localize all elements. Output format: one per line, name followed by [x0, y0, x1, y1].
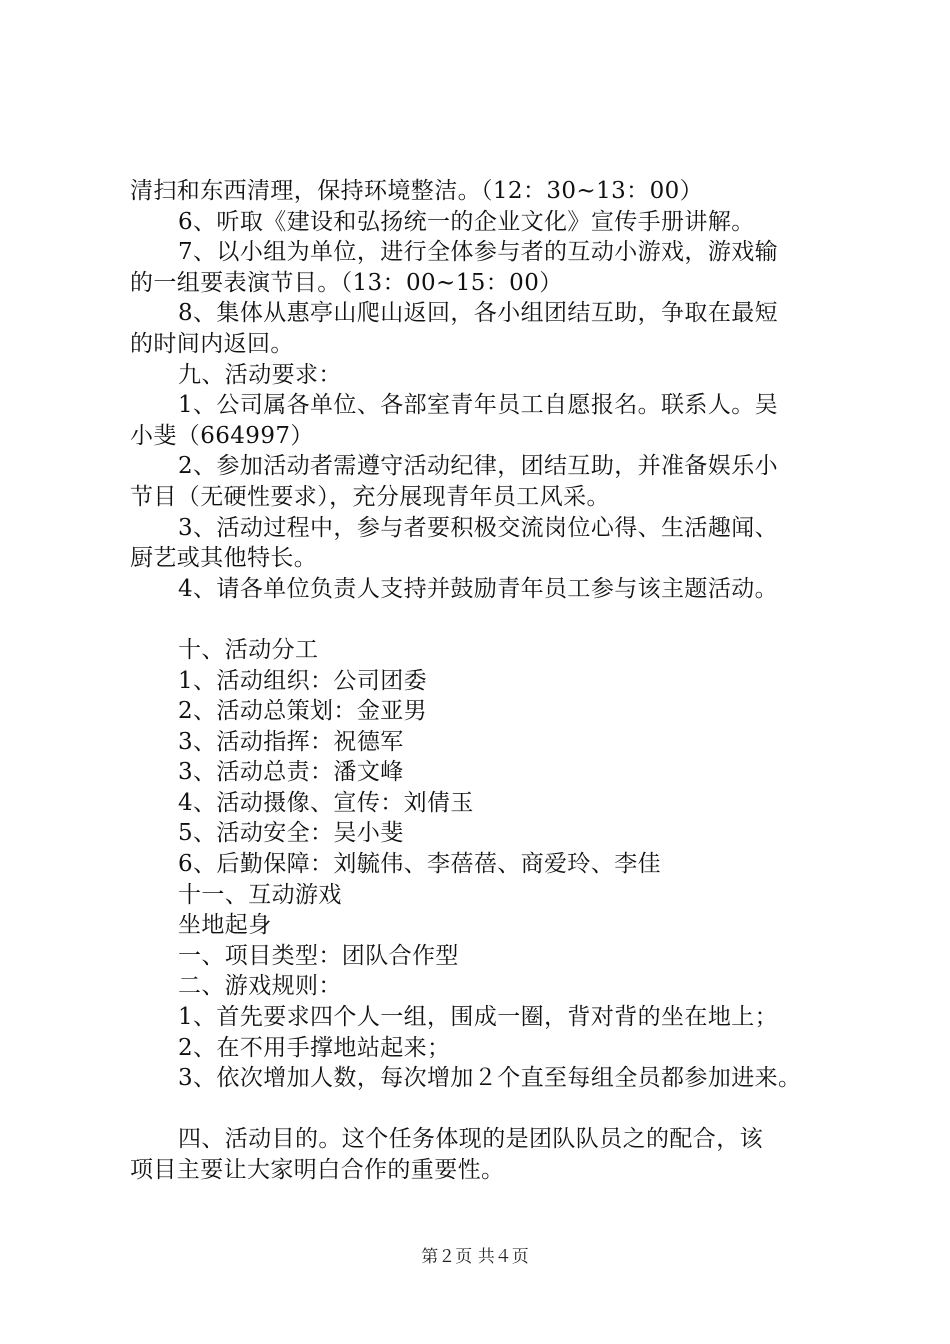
text-line: 4、请各单位负责人支持并鼓励青年员工参与该主题活动。: [178, 575, 779, 602]
text-line: 项目主要让大家明白合作的重要性。: [130, 1157, 505, 1183]
text-line: 3、依次增加人数，每次增加２个直至每组全员都参加进来。: [178, 1065, 802, 1092]
text-line: 二、游戏规则：: [178, 973, 342, 1000]
text-line: 一、项目类型：团队合作型: [178, 942, 459, 969]
text-line: 6、听取《建设和弘扬统一的企业文化》宣传手册讲解。: [178, 208, 755, 235]
text-line: 小斐（664997）: [130, 422, 314, 449]
text-line: 3、活动总责：潘文峰: [178, 759, 404, 786]
text-line: 8、集体从惠亭山爬山返回，各小组团结互助，争取在最短: [178, 300, 779, 327]
text-line: 四、活动目的。这个任务体现的是团队队员之的配合，该: [178, 1126, 763, 1153]
text-line: 2、活动总策划：金亚男: [178, 698, 428, 725]
text-line: 厨艺或其他特长。: [130, 545, 318, 572]
text-line: 5、活动安全：吴小斐: [178, 820, 404, 847]
section-heading: 十一、互动游戏: [178, 881, 342, 908]
blank-line: [130, 604, 850, 635]
text-line: 坐地起身: [178, 912, 272, 939]
text-line: 清扫和东西清理，保持环境整洁。（12：30~13：00）: [130, 178, 704, 204]
section-heading: 九、活动要求：: [178, 361, 342, 388]
text-line: 3、活动指挥：祝德军: [178, 728, 404, 755]
section-heading: 十、活动分工: [178, 636, 319, 663]
text-line: 的时间内返回。: [130, 330, 294, 357]
text-line: 节目（无硬性要求），充分展现青年员工风采。: [130, 483, 610, 510]
text-line: 3、活动过程中，参与者要积极交流岗位心得、生活趣闻、: [178, 514, 779, 541]
text-line: 1、活动组织：公司团委: [178, 667, 428, 694]
text-line: 1、公司属各单位、各部室青年员工自愿报名。联系人。吴: [178, 392, 779, 419]
blank-line: [130, 1094, 850, 1125]
document-body: [130, 176, 850, 1186]
page-number: 第２页 共４页: [421, 1247, 529, 1267]
text-line: 4、活动摄像、宣传：刘倩玉: [178, 789, 474, 816]
text-line: 6、后勤保障：刘毓伟、李蓓蓓、商爱玲、李佳: [178, 851, 662, 878]
text-line: 2、在不用手撑地站起来；: [178, 1034, 451, 1061]
text-line: 7、以小组为单位，进行全体参与者的互动小游戏，游戏输: [178, 239, 779, 266]
text-line: 2、参加活动者需遵守活动纪律，团结互助，并准备娱乐小: [178, 453, 779, 480]
text-line: 的一组要表演节目。（13：00~15：00）: [130, 269, 563, 296]
text-line: 1、首先要求四个人一组，围成一圈，背对背的坐在地上；: [178, 1004, 779, 1031]
